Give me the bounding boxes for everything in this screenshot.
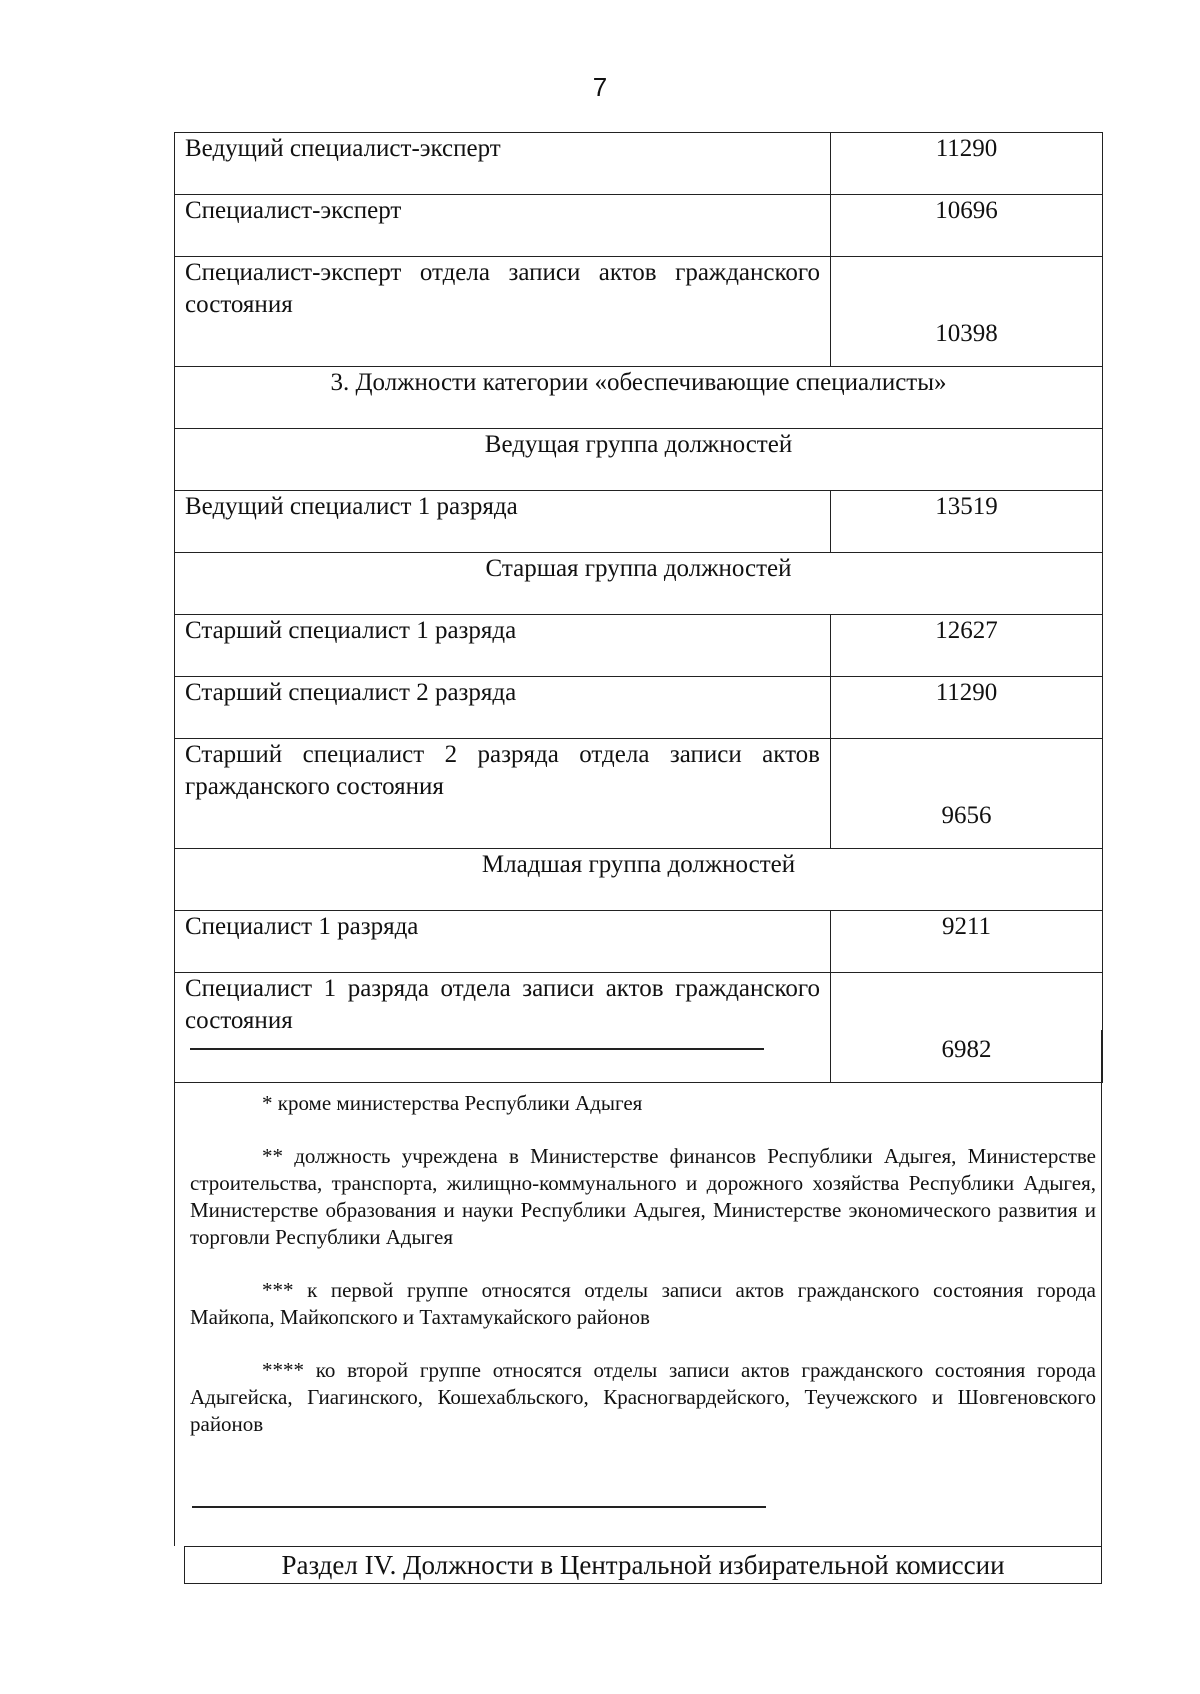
position-cell: Специалист-эксперт отдела записи актов гражданского состояния — [175, 257, 831, 367]
section-title: Раздел IV. Должности в Центральной избирательной комиссии — [184, 1546, 1102, 1584]
salary-cell: 10696 — [831, 195, 1103, 257]
position-cell: Старший специалист 1 разряда — [175, 615, 831, 677]
table-row — [175, 677, 1103, 739]
table-row — [175, 739, 1103, 849]
salary-cell: 9656 — [831, 739, 1103, 849]
salary-cell: 12627 — [831, 615, 1103, 677]
table-row — [175, 133, 1103, 195]
salary-cell: 13519 — [831, 491, 1103, 553]
footnote: **** ко второй группе относятся отделы записи актов гражданского состояния города Адыгейска, Гиагинского, Кошехабльского, Красногвардейского, Теучежского и Шовгеновского районов — [190, 1358, 1096, 1436]
position-cell: Специалист 1 разряда — [175, 911, 831, 973]
group-heading: Ведущая группа должностей — [175, 429, 1103, 491]
footnotes — [190, 1090, 1096, 1464]
section-row — [175, 429, 1103, 491]
group-heading: Старшая группа должностей — [175, 553, 1103, 615]
position-cell: Специалист-эксперт — [175, 195, 831, 257]
table-row — [175, 615, 1103, 677]
table-row — [175, 195, 1103, 257]
salary-cell: 6982 — [831, 973, 1103, 1083]
table-row — [175, 491, 1103, 553]
section-row — [175, 553, 1103, 615]
table-row — [175, 911, 1103, 973]
position-cell: Старший специалист 2 разряда отдела записи актов гражданского состояния — [175, 739, 831, 849]
position-cell: Специалист 1 разряда отдела записи актов гражданского состояния — [175, 973, 831, 1083]
position-cell: Ведущий специалист-эксперт — [175, 133, 831, 195]
section-heading: 3. Должности категории «обеспечивающие специалисты» — [175, 367, 1103, 429]
salary-cell: 11290 — [831, 133, 1103, 195]
footnote: ** должность учреждена в Министерстве финансов Республики Адыгея, Министерстве строительства, транспорта, жилищно-коммунального и дорожного хозяйства Республики Адыгея, Министерстве образования и науки Республики Адыгея, Министерстве экономического развития и торговли Республики Адыгея — [190, 1144, 1096, 1249]
footnote-divider-top — [190, 1048, 764, 1050]
position-cell: Старший специалист 2 разряда — [175, 677, 831, 739]
section-row — [175, 849, 1103, 911]
section-row — [175, 367, 1103, 429]
position-cell: Ведущий специалист 1 разряда — [175, 491, 831, 553]
salary-cell: 9211 — [831, 911, 1103, 973]
salary-table — [174, 132, 1103, 1083]
salary-cell: 11290 — [831, 677, 1103, 739]
page-number: 7 — [592, 72, 608, 102]
footnote: * кроме министерства Республики Адыгея — [262, 1091, 643, 1115]
table-row — [175, 257, 1103, 367]
salary-cell: 10398 — [831, 257, 1103, 367]
footnote-divider-bottom — [192, 1506, 766, 1508]
group-heading: Младшая группа должностей — [175, 849, 1103, 911]
footnote: *** к первой группе относятся отделы записи актов гражданского состояния города Майкопа, Майкопского и Тахтамукайского районов — [190, 1278, 1096, 1329]
